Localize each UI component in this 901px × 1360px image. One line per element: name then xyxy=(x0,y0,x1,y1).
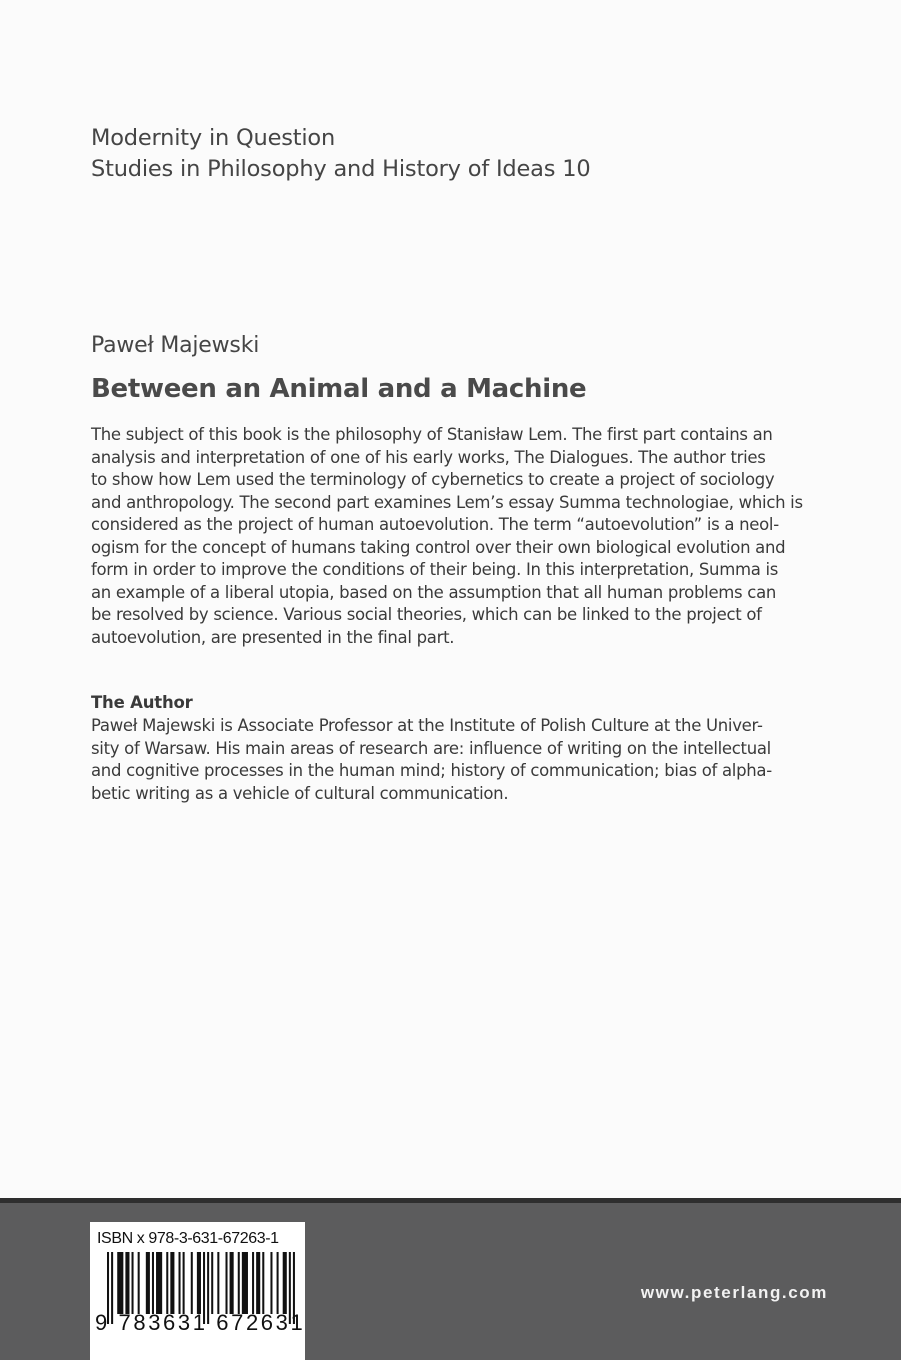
description-line: be resolved by science. Various social theories, which can be linked to the project of xyxy=(91,605,762,624)
barcode-bar xyxy=(252,1252,254,1314)
barcode-bar xyxy=(179,1252,181,1314)
isbn-label: ISBN x 978-3-631-67263-1 xyxy=(97,1230,279,1247)
series-line-2: Studies in Philosophy and History of Ideas 10 xyxy=(91,156,591,182)
barcode-bar xyxy=(242,1252,248,1314)
series-title xyxy=(91,123,590,185)
about-author-line: sity of Warsaw. His main areas of research are: influence of writing on the intellectual xyxy=(91,738,771,758)
barcode-bar xyxy=(270,1252,272,1314)
barcode-bar xyxy=(283,1252,287,1314)
barcode-bar xyxy=(238,1252,240,1314)
description-line: ogism for the concept of humans taking control over their own biological evolution and xyxy=(91,537,786,557)
barcode-bar xyxy=(125,1252,129,1314)
barcode-bar xyxy=(225,1252,227,1314)
about-author-line: Paweł Majewski is Associate Professor at the Institute of Polish Culture at the Univer- xyxy=(91,716,763,735)
about-author-line: betic writing as a vehicle of cultural communication. xyxy=(91,783,509,803)
about-author-heading: The Author xyxy=(91,693,193,712)
barcode-digits: 9 783631 672631 xyxy=(95,1310,306,1335)
book-description xyxy=(91,424,831,649)
barcode-bar xyxy=(256,1252,260,1314)
barcode-bar xyxy=(183,1252,185,1314)
book-title: Between an Animal and a Machine xyxy=(91,374,587,404)
barcode-bar xyxy=(170,1252,174,1314)
author-name: Paweł Majewski xyxy=(91,333,260,358)
about-author-text xyxy=(91,715,831,805)
description-line: to show how Lem used the terminology of cybernetics to create a project of sociology xyxy=(91,470,775,489)
description-line: an example of a liberal utopia, based on the assumption that all human problems can xyxy=(91,582,777,602)
about-author-line: and cognitive processes in the human mind; history of communication; bias of alpha- xyxy=(91,761,772,780)
description-line: analysis and interpretation of one of his early works, The Dialogues. The author tries xyxy=(91,447,766,467)
footer-divider xyxy=(0,1198,901,1203)
barcode-bar xyxy=(262,1252,264,1314)
barcode-bar xyxy=(152,1252,154,1314)
barcode-bar xyxy=(166,1252,168,1314)
description-line: autoevolution, are presented in the final part. xyxy=(91,627,455,647)
barcode-bar xyxy=(117,1252,123,1314)
barcode-bar xyxy=(230,1252,234,1314)
barcode-bar xyxy=(191,1252,193,1314)
barcode-bar xyxy=(197,1252,201,1314)
barcode-bar xyxy=(156,1252,162,1314)
barcode-bar xyxy=(217,1252,219,1314)
series-line-1: Modernity in Question xyxy=(91,125,336,151)
description-line: The subject of this book is the philosophy of Stanisław Lem. The first part contains an xyxy=(91,425,773,444)
description-line: considered as the project of human autoevolution. The term “autoevolution” is a neol- xyxy=(91,515,779,534)
barcode-bar xyxy=(211,1252,213,1314)
barcode-bar xyxy=(138,1252,140,1314)
barcode-bar xyxy=(146,1252,150,1314)
description-line: and anthropology. The second part examines Lem’s essay Summa technologiae, which is xyxy=(91,492,803,512)
barcode-panel xyxy=(90,1222,305,1360)
barcode-bar xyxy=(132,1252,134,1314)
barcode-bar xyxy=(277,1252,279,1314)
publisher-website: www.peterlang.com xyxy=(640,1283,828,1302)
description-line: form in order to improve the conditions of their being. In this interpretation, Summa is xyxy=(91,560,779,579)
